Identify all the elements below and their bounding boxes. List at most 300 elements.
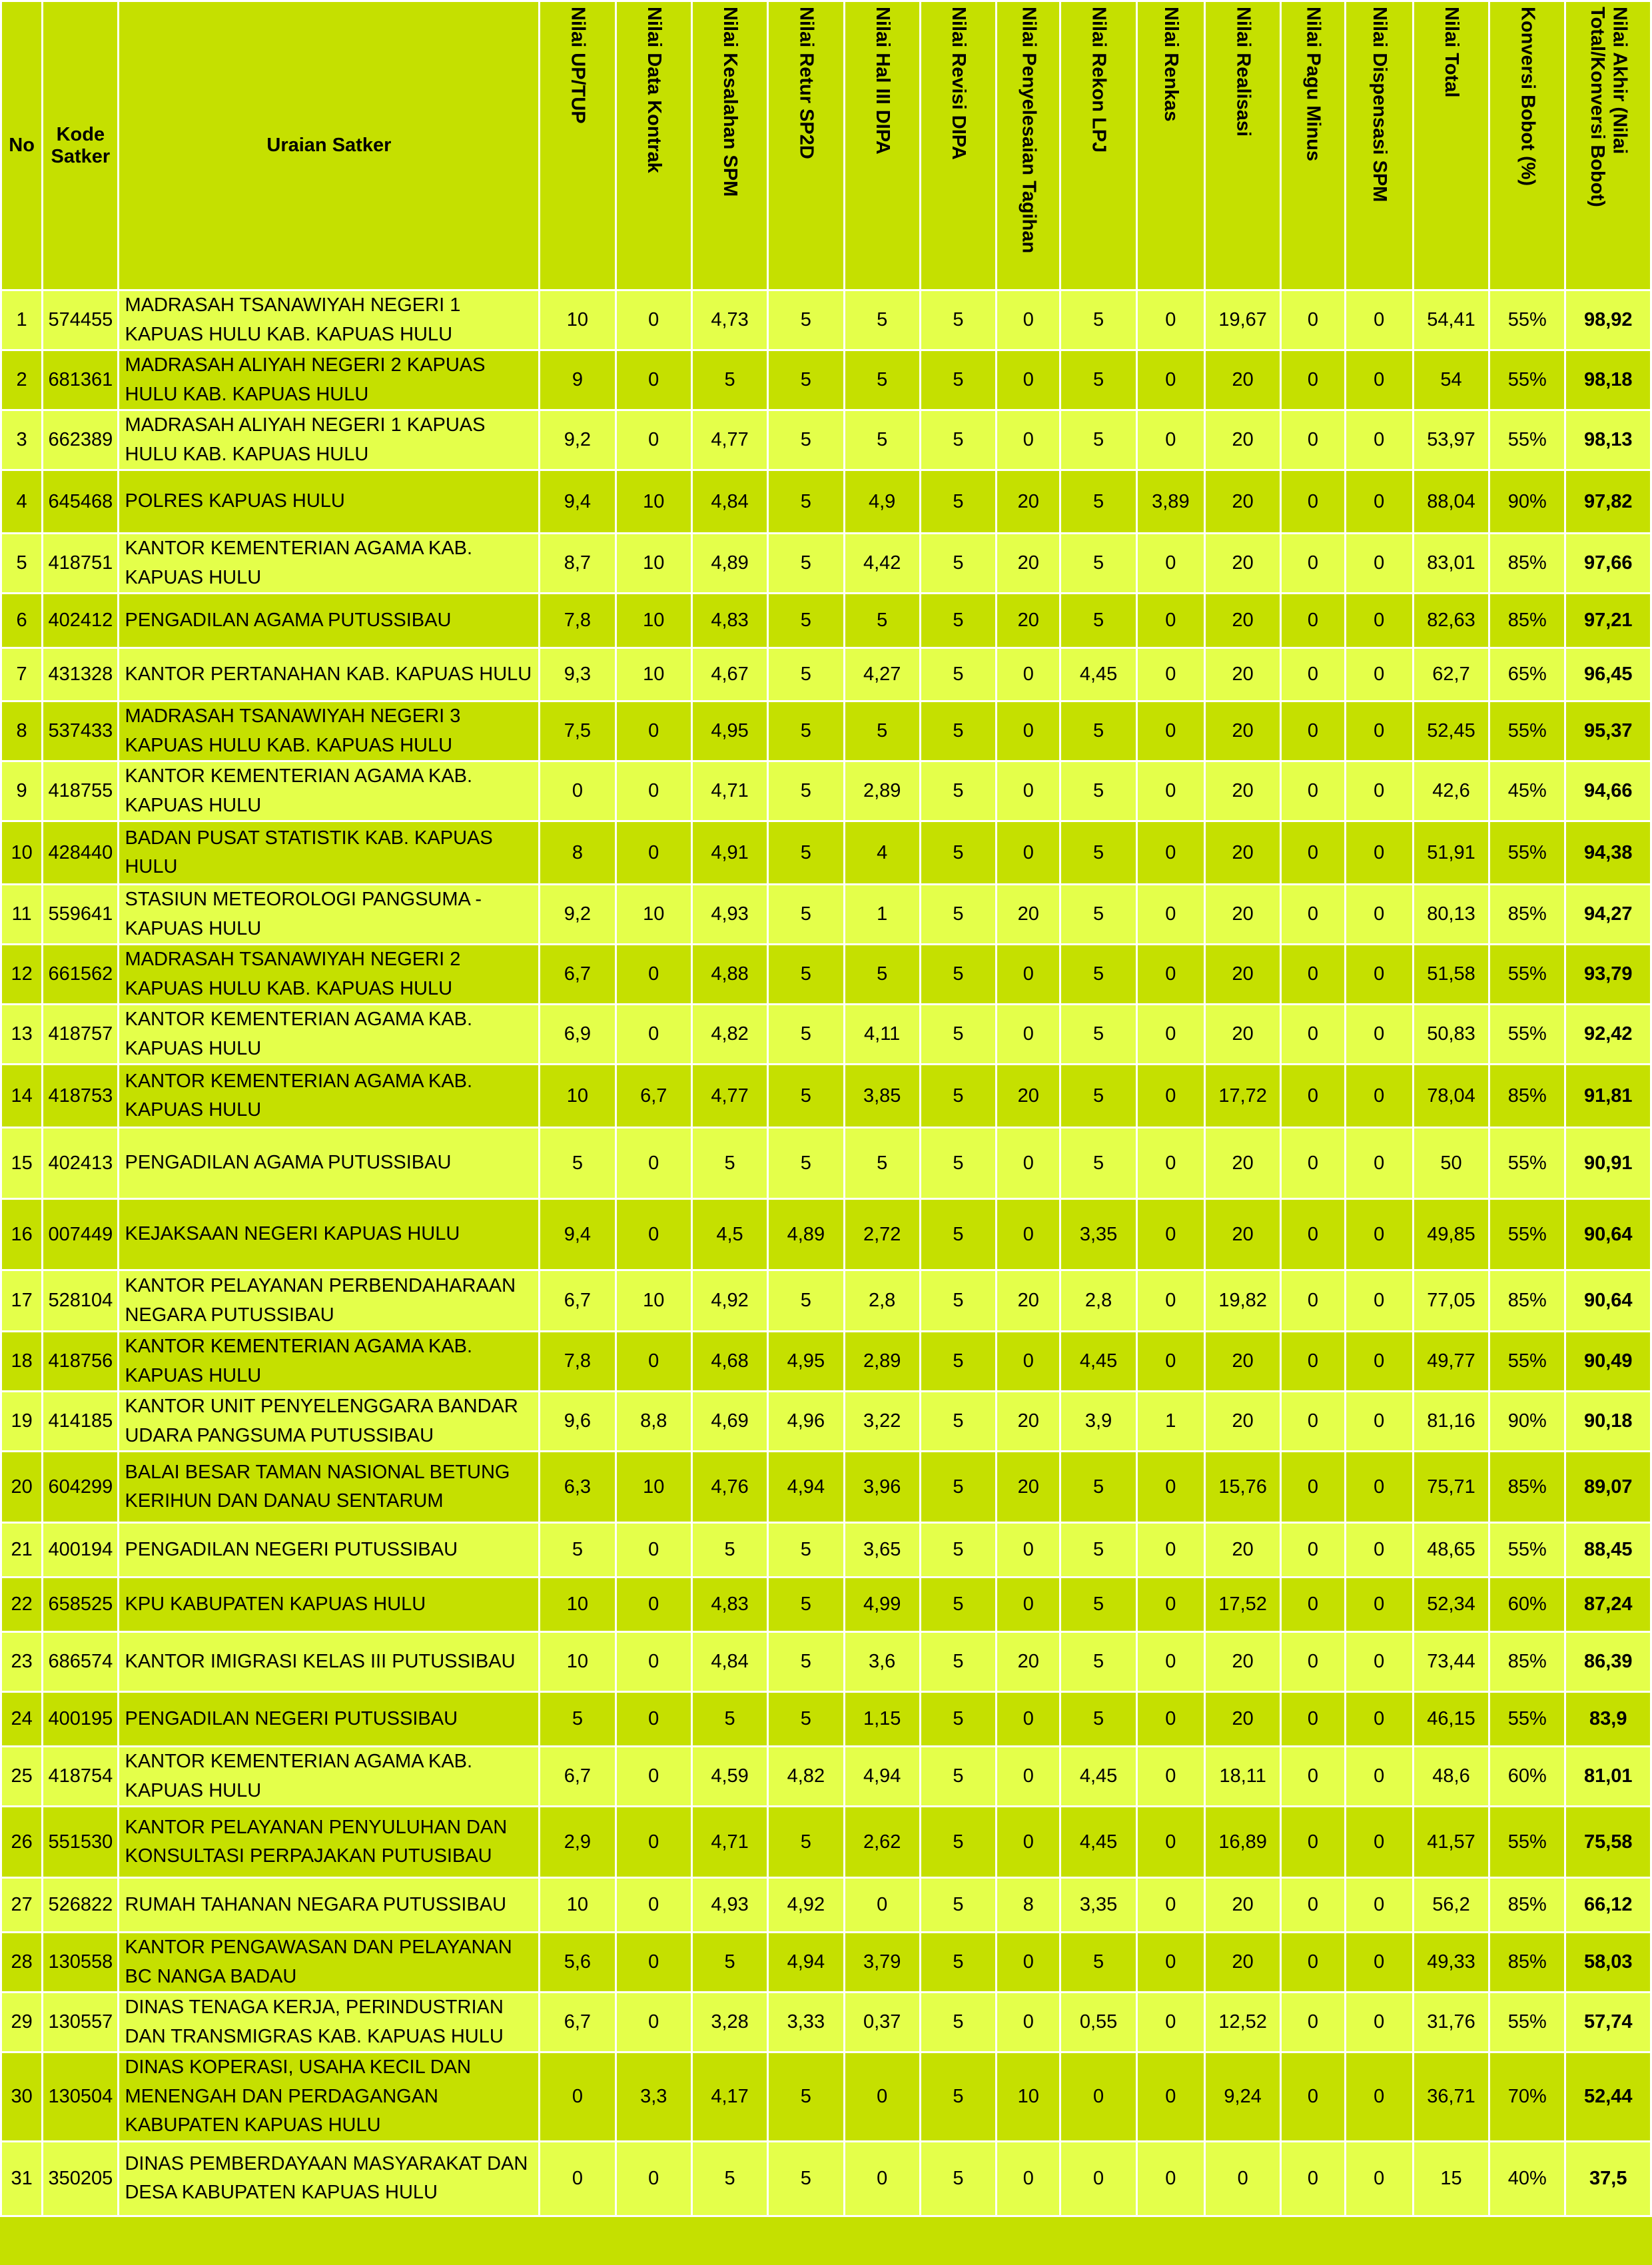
cell-konversi-bobot: 90% [1489, 470, 1565, 534]
cell-nilai-hal-iii-dipa: 1,15 [844, 1692, 920, 1747]
cell-nilai-up-tup: 8 [540, 821, 616, 885]
cell-nilai-dispensasi-spm: 0 [1345, 648, 1413, 701]
cell-nilai-penyelesaian-tagihan: 20 [997, 534, 1060, 594]
cell-nilai-hal-iii-dipa: 3,85 [844, 1065, 920, 1128]
cell-kode-satker: 686574 [43, 1632, 119, 1692]
header-nilai-kesalahan-spm [691, 1, 767, 290]
cell-no: 6 [1, 594, 43, 648]
table-row [1, 821, 1651, 885]
cell-no: 15 [1, 1128, 43, 1199]
header-nilai-penyelesaian-tagihan [997, 1, 1060, 290]
cell-nilai-data-kontrak: 0 [616, 1199, 691, 1270]
cell-nilai-up-tup: 10 [540, 1578, 616, 1632]
cell-nilai-hal-iii-dipa: 3,65 [844, 1523, 920, 1578]
cell-nilai-akhir: 75,58 [1565, 1807, 1651, 1878]
cell-nilai-revisi-dipa: 5 [920, 1933, 996, 1993]
cell-nilai-akhir: 88,45 [1565, 1523, 1651, 1578]
cell-nilai-pagu-minus: 0 [1281, 1270, 1345, 1332]
cell-nilai-up-tup: 2,9 [540, 1807, 616, 1878]
cell-kode-satker: 661562 [43, 945, 119, 1005]
cell-no: 27 [1, 1878, 43, 1933]
table-row [1, 1578, 1651, 1632]
header-nilai-renkas-label: Nilai Renkas [1160, 6, 1182, 121]
header-row [1, 1, 1651, 290]
cell-nilai-rekon-lpj: 4,45 [1060, 1747, 1136, 1807]
cell-nilai-realisasi: 20 [1205, 945, 1281, 1005]
cell-nilai-renkas: 0 [1136, 1692, 1204, 1747]
cell-nilai-data-kontrak: 0 [616, 1747, 691, 1807]
cell-nilai-kesalahan-spm: 4,69 [691, 1392, 767, 1452]
table-row [1, 1993, 1651, 2052]
cell-no: 29 [1, 1993, 43, 2052]
cell-nilai-kesalahan-spm: 4,82 [691, 1005, 767, 1065]
cell-nilai-pagu-minus: 0 [1281, 885, 1345, 945]
cell-nilai-revisi-dipa: 5 [920, 1747, 996, 1807]
cell-nilai-realisasi: 20 [1205, 1199, 1281, 1270]
cell-nilai-dispensasi-spm: 0 [1345, 1332, 1413, 1392]
cell-nilai-hal-iii-dipa: 0 [844, 1878, 920, 1933]
cell-nilai-hal-iii-dipa: 2,8 [844, 1270, 920, 1332]
cell-nilai-revisi-dipa: 5 [920, 1993, 996, 2052]
cell-konversi-bobot: 55% [1489, 1199, 1565, 1270]
cell-uraian-satker: KANTOR KEMENTERIAN AGAMA KAB. KAPUAS HULU [119, 1065, 540, 1128]
cell-kode-satker: 528104 [43, 1270, 119, 1332]
cell-nilai-retur-sp2d: 4,94 [768, 1452, 844, 1523]
cell-nilai-rekon-lpj: 3,35 [1060, 1878, 1136, 1933]
table-row [1, 534, 1651, 594]
cell-konversi-bobot: 55% [1489, 1332, 1565, 1392]
cell-nilai-total: 49,85 [1413, 1199, 1489, 1270]
cell-nilai-data-kontrak: 0 [616, 2141, 691, 2216]
cell-nilai-hal-iii-dipa: 2,62 [844, 1807, 920, 1878]
cell-nilai-up-tup: 9,4 [540, 1199, 616, 1270]
cell-nilai-revisi-dipa: 5 [920, 1005, 996, 1065]
cell-konversi-bobot: 85% [1489, 534, 1565, 594]
header-nilai-penyelesaian-tagihan-label: Nilai Penyelesaian Tagihan [1018, 6, 1040, 253]
cell-nilai-penyelesaian-tagihan: 8 [997, 1878, 1060, 1933]
cell-konversi-bobot: 40% [1489, 2141, 1565, 2216]
cell-nilai-total: 36,71 [1413, 2052, 1489, 2142]
cell-nilai-rekon-lpj: 5 [1060, 290, 1136, 350]
cell-nilai-revisi-dipa: 5 [920, 410, 996, 470]
cell-nilai-dispensasi-spm: 0 [1345, 1452, 1413, 1523]
cell-nilai-rekon-lpj: 5 [1060, 885, 1136, 945]
cell-konversi-bobot: 55% [1489, 1128, 1565, 1199]
header-nilai-akhir [1565, 1, 1651, 290]
cell-nilai-up-tup: 9 [540, 350, 616, 410]
table-row [1, 1128, 1651, 1199]
cell-konversi-bobot: 85% [1489, 1065, 1565, 1128]
cell-nilai-hal-iii-dipa: 3,22 [844, 1392, 920, 1452]
cell-nilai-kesalahan-spm: 5 [691, 1523, 767, 1578]
cell-nilai-retur-sp2d: 5 [768, 1807, 844, 1878]
cell-nilai-total: 78,04 [1413, 1065, 1489, 1128]
cell-uraian-satker: MADRASAH TSANAWIYAH NEGERI 2 KAPUAS HULU KAB. KAPUAS HULU [119, 945, 540, 1005]
cell-nilai-dispensasi-spm: 0 [1345, 701, 1413, 761]
cell-nilai-hal-iii-dipa: 4,42 [844, 534, 920, 594]
cell-nilai-data-kontrak: 10 [616, 534, 691, 594]
cell-nilai-renkas: 0 [1136, 1878, 1204, 1933]
cell-no: 12 [1, 945, 43, 1005]
cell-nilai-revisi-dipa: 5 [920, 1128, 996, 1199]
cell-nilai-retur-sp2d: 5 [768, 1523, 844, 1578]
cell-nilai-total: 77,05 [1413, 1270, 1489, 1332]
cell-nilai-pagu-minus: 0 [1281, 1005, 1345, 1065]
cell-no: 14 [1, 1065, 43, 1128]
cell-no: 18 [1, 1332, 43, 1392]
cell-nilai-rekon-lpj: 5 [1060, 1005, 1136, 1065]
cell-nilai-total: 50 [1413, 1128, 1489, 1199]
cell-kode-satker: 400194 [43, 1523, 119, 1578]
cell-nilai-kesalahan-spm: 4,93 [691, 885, 767, 945]
cell-no: 20 [1, 1452, 43, 1523]
table-row [1, 1199, 1651, 1270]
cell-no: 13 [1, 1005, 43, 1065]
cell-nilai-kesalahan-spm: 4,91 [691, 821, 767, 885]
cell-nilai-dispensasi-spm: 0 [1345, 2141, 1413, 2216]
cell-nilai-up-tup: 10 [540, 290, 616, 350]
cell-nilai-retur-sp2d: 5 [768, 410, 844, 470]
cell-nilai-up-tup: 10 [540, 1878, 616, 1933]
cell-nilai-akhir: 52,44 [1565, 2052, 1651, 2142]
cell-nilai-retur-sp2d: 4,82 [768, 1747, 844, 1807]
cell-nilai-revisi-dipa: 5 [920, 1523, 996, 1578]
cell-konversi-bobot: 60% [1489, 1747, 1565, 1807]
table-row [1, 410, 1651, 470]
cell-nilai-penyelesaian-tagihan: 10 [997, 2052, 1060, 2142]
cell-nilai-realisasi: 20 [1205, 534, 1281, 594]
cell-nilai-kesalahan-spm: 5 [691, 1128, 767, 1199]
cell-nilai-rekon-lpj: 4,45 [1060, 648, 1136, 701]
header-konversi-bobot [1489, 1, 1565, 290]
cell-nilai-penyelesaian-tagihan: 0 [997, 1523, 1060, 1578]
cell-nilai-revisi-dipa: 5 [920, 534, 996, 594]
header-nilai-dispensasi-spm [1345, 1, 1413, 290]
cell-nilai-retur-sp2d: 5 [768, 761, 844, 821]
cell-nilai-renkas: 0 [1136, 350, 1204, 410]
cell-kode-satker: 526822 [43, 1878, 119, 1933]
cell-nilai-data-kontrak: 0 [616, 761, 691, 821]
cell-nilai-rekon-lpj: 0 [1060, 2052, 1136, 2142]
cell-nilai-pagu-minus: 0 [1281, 1578, 1345, 1632]
cell-nilai-total: 62,7 [1413, 648, 1489, 701]
table-row [1, 1392, 1651, 1452]
cell-nilai-realisasi: 20 [1205, 470, 1281, 534]
cell-nilai-dispensasi-spm: 0 [1345, 1933, 1413, 1993]
table-row [1, 350, 1651, 410]
cell-nilai-up-tup: 6,7 [540, 1993, 616, 2052]
cell-nilai-data-kontrak: 0 [616, 1578, 691, 1632]
cell-nilai-retur-sp2d: 4,94 [768, 1933, 844, 1993]
cell-nilai-total: 52,34 [1413, 1578, 1489, 1632]
table-row [1, 1065, 1651, 1128]
cell-nilai-akhir: 90,91 [1565, 1128, 1651, 1199]
cell-nilai-renkas: 0 [1136, 1523, 1204, 1578]
cell-nilai-realisasi: 20 [1205, 1523, 1281, 1578]
cell-nilai-data-kontrak: 0 [616, 1523, 691, 1578]
cell-nilai-pagu-minus: 0 [1281, 534, 1345, 594]
cell-no: 26 [1, 1807, 43, 1878]
table-row [1, 1878, 1651, 1933]
cell-nilai-penyelesaian-tagihan: 0 [997, 648, 1060, 701]
cell-nilai-hal-iii-dipa: 0,37 [844, 1993, 920, 2052]
cell-nilai-retur-sp2d: 5 [768, 1692, 844, 1747]
cell-nilai-penyelesaian-tagihan: 20 [997, 594, 1060, 648]
cell-no: 7 [1, 648, 43, 701]
cell-nilai-akhir: 97,21 [1565, 594, 1651, 648]
cell-nilai-data-kontrak: 0 [616, 701, 691, 761]
cell-nilai-rekon-lpj: 2,8 [1060, 1270, 1136, 1332]
cell-nilai-penyelesaian-tagihan: 0 [997, 350, 1060, 410]
cell-nilai-rekon-lpj: 0,55 [1060, 1993, 1136, 2052]
cell-nilai-renkas: 0 [1136, 1993, 1204, 2052]
cell-no: 24 [1, 1692, 43, 1747]
cell-nilai-realisasi: 20 [1205, 1933, 1281, 1993]
table-row [1, 2052, 1651, 2142]
cell-nilai-rekon-lpj: 5 [1060, 1065, 1136, 1128]
cell-uraian-satker: KANTOR KEMENTERIAN AGAMA KAB. KAPUAS HULU [119, 761, 540, 821]
cell-nilai-kesalahan-spm: 4,83 [691, 594, 767, 648]
cell-nilai-renkas: 3,89 [1136, 470, 1204, 534]
cell-nilai-kesalahan-spm: 4,77 [691, 1065, 767, 1128]
cell-nilai-up-tup: 6,7 [540, 1270, 616, 1332]
cell-uraian-satker: MADRASAH ALIYAH NEGERI 2 KAPUAS HULU KAB. KAPUAS HULU [119, 350, 540, 410]
cell-kode-satker: 418756 [43, 1332, 119, 1392]
cell-nilai-dispensasi-spm: 0 [1345, 821, 1413, 885]
cell-nilai-rekon-lpj: 5 [1060, 410, 1136, 470]
cell-konversi-bobot: 55% [1489, 290, 1565, 350]
cell-nilai-revisi-dipa: 5 [920, 1452, 996, 1523]
cell-uraian-satker: DINAS PEMBERDAYAAN MASYARAKAT DAN DESA KABUPATEN KAPUAS HULU [119, 2141, 540, 2216]
cell-nilai-renkas: 0 [1136, 701, 1204, 761]
cell-nilai-penyelesaian-tagihan: 20 [997, 1065, 1060, 1128]
cell-nilai-dispensasi-spm: 0 [1345, 1065, 1413, 1128]
cell-nilai-pagu-minus: 0 [1281, 290, 1345, 350]
table-row [1, 701, 1651, 761]
cell-nilai-rekon-lpj: 5 [1060, 761, 1136, 821]
cell-nilai-data-kontrak: 10 [616, 470, 691, 534]
cell-nilai-revisi-dipa: 5 [920, 761, 996, 821]
cell-uraian-satker: KPU KABUPATEN KAPUAS HULU [119, 1578, 540, 1632]
cell-konversi-bobot: 45% [1489, 761, 1565, 821]
cell-nilai-data-kontrak: 0 [616, 1692, 691, 1747]
cell-nilai-renkas: 0 [1136, 1332, 1204, 1392]
cell-nilai-revisi-dipa: 5 [920, 470, 996, 534]
cell-nilai-hal-iii-dipa: 4,27 [844, 648, 920, 701]
cell-kode-satker: 130504 [43, 2052, 119, 2142]
cell-uraian-satker: PENGADILAN NEGERI PUTUSSIBAU [119, 1692, 540, 1747]
cell-nilai-rekon-lpj: 5 [1060, 821, 1136, 885]
cell-nilai-renkas: 0 [1136, 2052, 1204, 2142]
cell-nilai-retur-sp2d: 5 [768, 2141, 844, 2216]
cell-nilai-retur-sp2d: 5 [768, 945, 844, 1005]
cell-nilai-dispensasi-spm: 0 [1345, 470, 1413, 534]
cell-nilai-total: 42,6 [1413, 761, 1489, 821]
cell-nilai-rekon-lpj: 5 [1060, 945, 1136, 1005]
cell-kode-satker: 130557 [43, 1993, 119, 2052]
cell-nilai-renkas: 0 [1136, 1065, 1204, 1128]
cell-nilai-revisi-dipa: 5 [920, 350, 996, 410]
cell-nilai-revisi-dipa: 5 [920, 945, 996, 1005]
cell-nilai-total: 54 [1413, 350, 1489, 410]
cell-nilai-data-kontrak: 3,3 [616, 2052, 691, 2142]
cell-nilai-kesalahan-spm: 3,28 [691, 1993, 767, 2052]
header-nilai-total-label: Nilai Total [1441, 6, 1463, 97]
header-nilai-pagu-minus-label: Nilai Pagu Minus [1302, 6, 1324, 161]
cell-nilai-renkas: 0 [1136, 1632, 1204, 1692]
cell-nilai-rekon-lpj: 5 [1060, 470, 1136, 534]
cell-no: 23 [1, 1632, 43, 1692]
cell-nilai-total: 49,33 [1413, 1933, 1489, 1993]
header-nilai-hal-iii-dipa-label: Nilai Hal III DIPA [871, 6, 893, 155]
cell-uraian-satker: MADRASAH TSANAWIYAH NEGERI 1 KAPUAS HULU KAB. KAPUAS HULU [119, 290, 540, 350]
cell-kode-satker: 551530 [43, 1807, 119, 1878]
cell-konversi-bobot: 55% [1489, 701, 1565, 761]
cell-uraian-satker: BADAN PUSAT STATISTIK KAB. KAPUAS HULU [119, 821, 540, 885]
cell-nilai-akhir: 37,5 [1565, 2141, 1651, 2216]
cell-nilai-up-tup: 8,7 [540, 534, 616, 594]
cell-konversi-bobot: 85% [1489, 1270, 1565, 1332]
cell-nilai-kesalahan-spm: 4,5 [691, 1199, 767, 1270]
cell-nilai-up-tup: 9,6 [540, 1392, 616, 1452]
cell-no: 11 [1, 885, 43, 945]
cell-nilai-dispensasi-spm: 0 [1345, 1807, 1413, 1878]
cell-uraian-satker: POLRES KAPUAS HULU [119, 470, 540, 534]
cell-nilai-revisi-dipa: 5 [920, 1632, 996, 1692]
cell-nilai-data-kontrak: 10 [616, 594, 691, 648]
cell-nilai-penyelesaian-tagihan: 0 [997, 1128, 1060, 1199]
cell-nilai-akhir: 94,66 [1565, 761, 1651, 821]
table-row [1, 945, 1651, 1005]
cell-nilai-data-kontrak: 6,7 [616, 1065, 691, 1128]
cell-nilai-up-tup: 6,7 [540, 945, 616, 1005]
cell-nilai-realisasi: 17,52 [1205, 1578, 1281, 1632]
header-nilai-revisi-dipa [920, 1, 996, 290]
cell-nilai-data-kontrak: 8,8 [616, 1392, 691, 1452]
cell-nilai-hal-iii-dipa: 0 [844, 2141, 920, 2216]
cell-nilai-dispensasi-spm: 0 [1345, 761, 1413, 821]
cell-kode-satker: 537433 [43, 701, 119, 761]
cell-nilai-hal-iii-dipa: 5 [844, 410, 920, 470]
cell-nilai-pagu-minus: 0 [1281, 1878, 1345, 1933]
cell-nilai-penyelesaian-tagihan: 0 [997, 701, 1060, 761]
cell-nilai-renkas: 0 [1136, 290, 1204, 350]
cell-nilai-rekon-lpj: 5 [1060, 1692, 1136, 1747]
cell-nilai-akhir: 90,49 [1565, 1332, 1651, 1392]
cell-nilai-retur-sp2d: 5 [768, 701, 844, 761]
table-row [1, 1523, 1651, 1578]
cell-nilai-total: 88,04 [1413, 470, 1489, 534]
cell-nilai-realisasi: 20 [1205, 1392, 1281, 1452]
table-body [1, 290, 1651, 2216]
cell-konversi-bobot: 85% [1489, 1933, 1565, 1993]
cell-nilai-kesalahan-spm: 4,93 [691, 1878, 767, 1933]
table-row [1, 1692, 1651, 1747]
header-no: No [1, 1, 43, 290]
cell-nilai-total: 51,91 [1413, 821, 1489, 885]
cell-nilai-penyelesaian-tagihan: 0 [997, 1807, 1060, 1878]
cell-nilai-retur-sp2d: 4,95 [768, 1332, 844, 1392]
cell-nilai-realisasi: 16,89 [1205, 1807, 1281, 1878]
cell-nilai-realisasi: 20 [1205, 1005, 1281, 1065]
cell-nilai-hal-iii-dipa: 4,9 [844, 470, 920, 534]
cell-nilai-retur-sp2d: 5 [768, 594, 844, 648]
cell-kode-satker: 428440 [43, 821, 119, 885]
cell-nilai-dispensasi-spm: 0 [1345, 1005, 1413, 1065]
cell-nilai-renkas: 0 [1136, 1128, 1204, 1199]
cell-nilai-total: 56,2 [1413, 1878, 1489, 1933]
table-row [1, 1332, 1651, 1392]
cell-uraian-satker: KANTOR KEMENTERIAN AGAMA KAB. KAPUAS HULU [119, 534, 540, 594]
cell-nilai-realisasi: 20 [1205, 648, 1281, 701]
cell-nilai-kesalahan-spm: 4,17 [691, 2052, 767, 2142]
cell-nilai-akhir: 86,39 [1565, 1632, 1651, 1692]
cell-nilai-akhir: 94,27 [1565, 885, 1651, 945]
cell-nilai-hal-iii-dipa: 5 [844, 350, 920, 410]
cell-nilai-revisi-dipa: 5 [920, 1692, 996, 1747]
cell-nilai-akhir: 58,03 [1565, 1933, 1651, 1993]
cell-nilai-revisi-dipa: 5 [920, 1878, 996, 1933]
cell-nilai-realisasi: 18,11 [1205, 1747, 1281, 1807]
cell-nilai-akhir: 87,24 [1565, 1578, 1651, 1632]
cell-nilai-kesalahan-spm: 4,89 [691, 534, 767, 594]
header-nilai-revisi-dipa-label: Nilai Revisi DIPA [948, 6, 970, 160]
cell-nilai-revisi-dipa: 5 [920, 1199, 996, 1270]
cell-nilai-renkas: 0 [1136, 410, 1204, 470]
table-row [1, 1747, 1651, 1807]
cell-kode-satker: 662389 [43, 410, 119, 470]
cell-nilai-renkas: 0 [1136, 2141, 1204, 2216]
cell-nilai-retur-sp2d: 5 [768, 290, 844, 350]
cell-nilai-up-tup: 6,3 [540, 1452, 616, 1523]
cell-nilai-hal-iii-dipa: 2,89 [844, 1332, 920, 1392]
cell-no: 25 [1, 1747, 43, 1807]
cell-no: 17 [1, 1270, 43, 1332]
cell-nilai-realisasi: 12,52 [1205, 1993, 1281, 2052]
cell-nilai-retur-sp2d: 5 [768, 2052, 844, 2142]
cell-uraian-satker: KANTOR PERTANAHAN KAB. KAPUAS HULU [119, 648, 540, 701]
table-row [1, 648, 1651, 701]
cell-nilai-penyelesaian-tagihan: 20 [997, 1452, 1060, 1523]
cell-uraian-satker: BALAI BESAR TAMAN NASIONAL BETUNG KERIHUN DAN DANAU SENTARUM [119, 1452, 540, 1523]
cell-nilai-renkas: 0 [1136, 885, 1204, 945]
cell-nilai-kesalahan-spm: 5 [691, 1692, 767, 1747]
cell-konversi-bobot: 55% [1489, 1807, 1565, 1878]
cell-nilai-akhir: 97,82 [1565, 470, 1651, 534]
cell-nilai-up-tup: 0 [540, 761, 616, 821]
cell-nilai-data-kontrak: 0 [616, 1878, 691, 1933]
cell-nilai-akhir: 96,45 [1565, 648, 1651, 701]
cell-nilai-rekon-lpj: 5 [1060, 534, 1136, 594]
cell-kode-satker: 645468 [43, 470, 119, 534]
cell-nilai-dispensasi-spm: 0 [1345, 1692, 1413, 1747]
cell-kode-satker: 418755 [43, 761, 119, 821]
cell-konversi-bobot: 55% [1489, 1993, 1565, 2052]
cell-nilai-rekon-lpj: 5 [1060, 594, 1136, 648]
header-konversi-bobot-label: Konversi Bobot (%) [1517, 6, 1539, 186]
header-nilai-retur-sp2d [768, 1, 844, 290]
cell-nilai-pagu-minus: 0 [1281, 1747, 1345, 1807]
cell-nilai-akhir: 83,9 [1565, 1692, 1651, 1747]
cell-nilai-akhir: 91,81 [1565, 1065, 1651, 1128]
cell-nilai-pagu-minus: 0 [1281, 2141, 1345, 2216]
cell-nilai-dispensasi-spm: 0 [1345, 945, 1413, 1005]
cell-nilai-total: 41,57 [1413, 1807, 1489, 1878]
cell-nilai-penyelesaian-tagihan: 0 [997, 1332, 1060, 1392]
cell-nilai-up-tup: 0 [540, 2141, 616, 2216]
cell-nilai-total: 48,65 [1413, 1523, 1489, 1578]
cell-no: 10 [1, 821, 43, 885]
